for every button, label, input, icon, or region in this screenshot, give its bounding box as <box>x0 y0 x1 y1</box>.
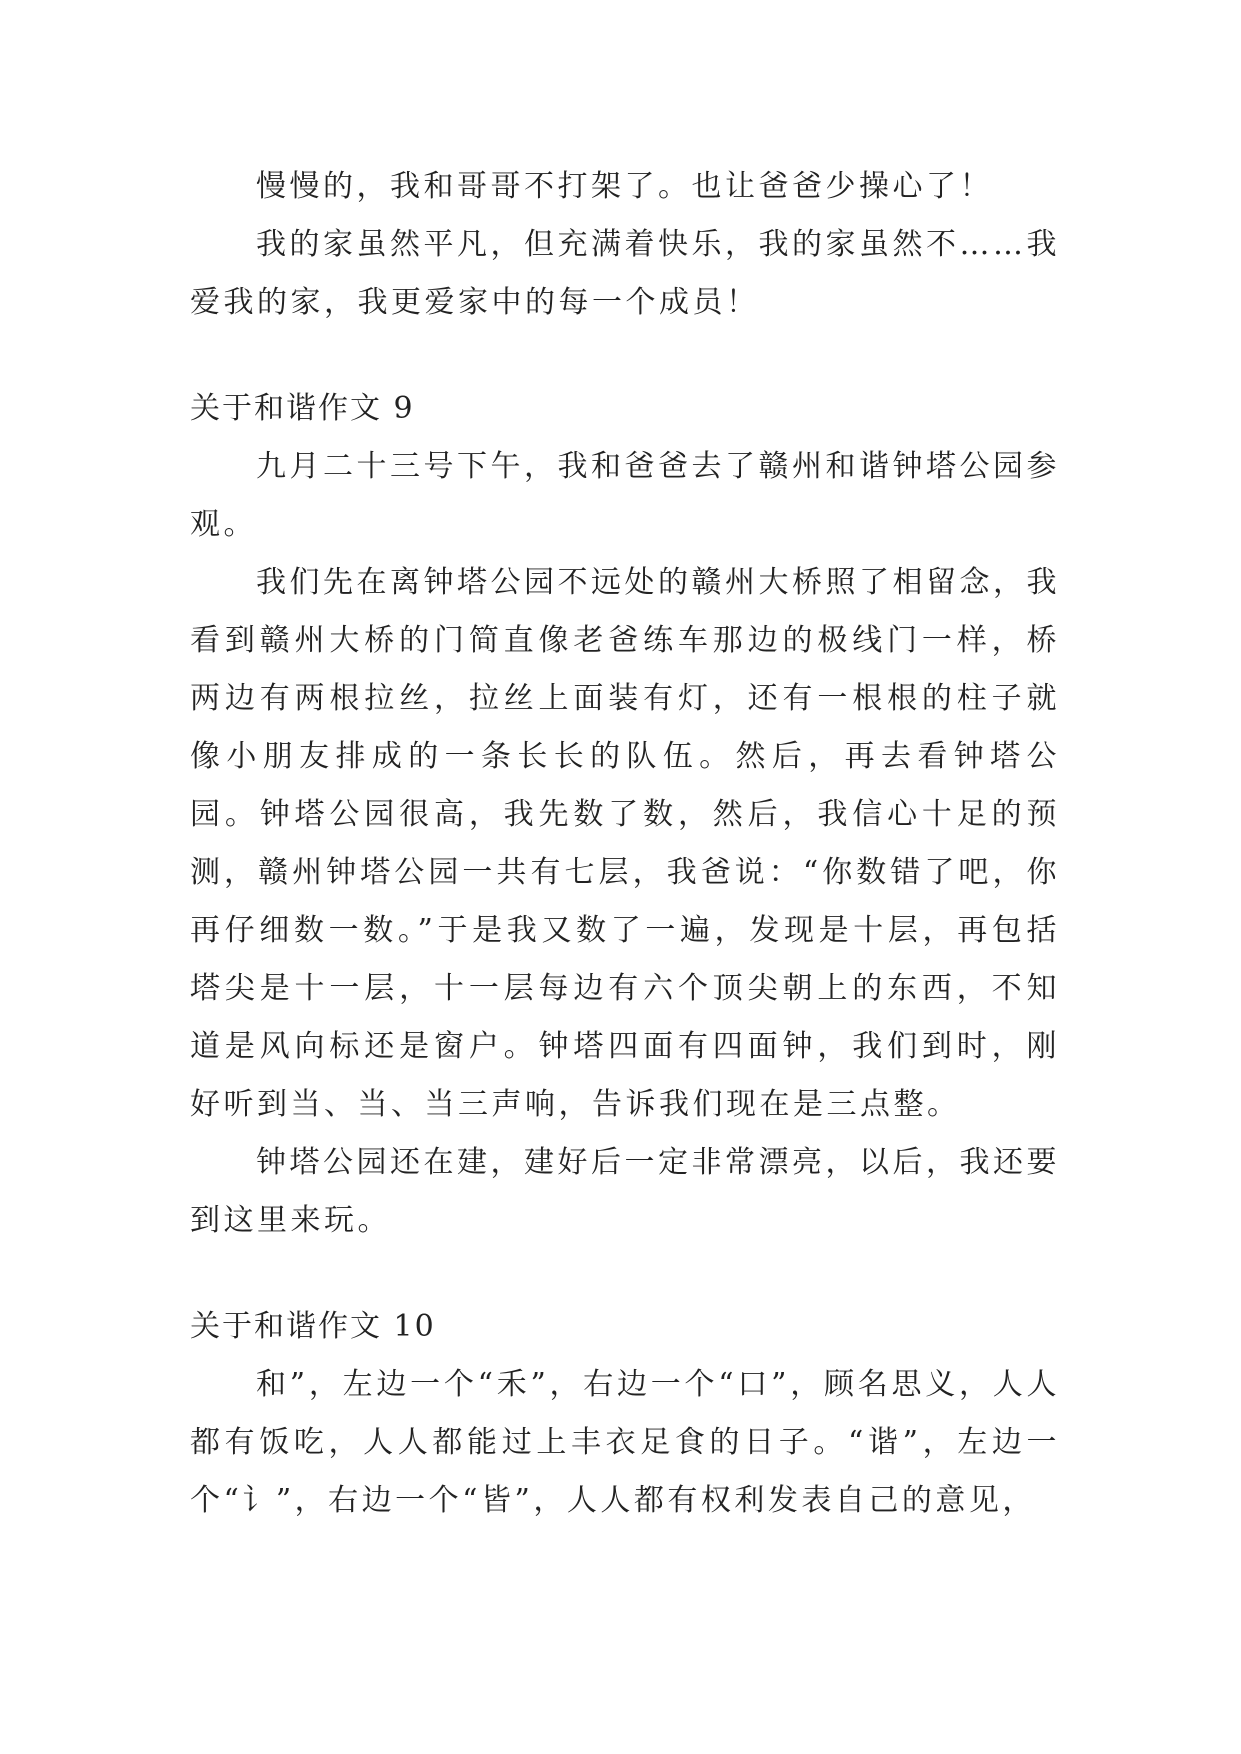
section-gap <box>190 1250 1060 1298</box>
document-body <box>190 158 1060 1530</box>
paragraph: 慢慢的，我和哥哥不打架了。也让爸爸少操心了！ <box>256 169 993 204</box>
essay-10-title: 关于和谐作文 10 <box>190 1309 436 1344</box>
paragraph: 和”，左边一个“禾”，右边一个“口”，顾名思义，人人都有饭吃，人人都能过上丰衣足食的日子。“谐”，左边一个“讠”，右边一个“皆”，人人都有权利发表自己的意见， <box>190 1367 1060 1518</box>
paragraph: 我的家虽然平凡，但充满着快乐，我的家虽然不……我爱我的家，我更爱家中的每一个成员！ <box>190 227 1060 320</box>
paragraph: 九月二十三号下午，我和爸爸去了赣州和谐钟塔公园参观。 <box>190 449 1060 542</box>
essay-9-title: 关于和谐作文 9 <box>190 391 415 426</box>
section-gap <box>190 332 1060 380</box>
paragraph: 我们先在离钟塔公园不远处的赣州大桥照了相留念，我看到赣州大桥的门简直像老爸练车那边的极线门一样，桥两边有两根拉丝，拉丝上面装有灯，还有一根根的柱子就像小朋友排成的一条长长的队伍。然后，再去看钟塔公园。钟塔公园很高，我先数了数，然后，我信心十足的预测，赣州钟塔公园一共有七层，我爸说：“你数错了吧，你再仔细数一数。”于是我又数了一遍，发现是十层，再包括塔尖是十一层，十一层每边有六个顶尖朝上的东西，不知道是风向标还是窗户。钟塔四面有四面钟，我们到时，刚好听到当、当、当三声响，告诉我们现在是三点整。 <box>190 565 1060 1122</box>
paragraph: 钟塔公园还在建，建好后一定非常漂亮，以后，我还要到这里来玩。 <box>190 1145 1060 1238</box>
